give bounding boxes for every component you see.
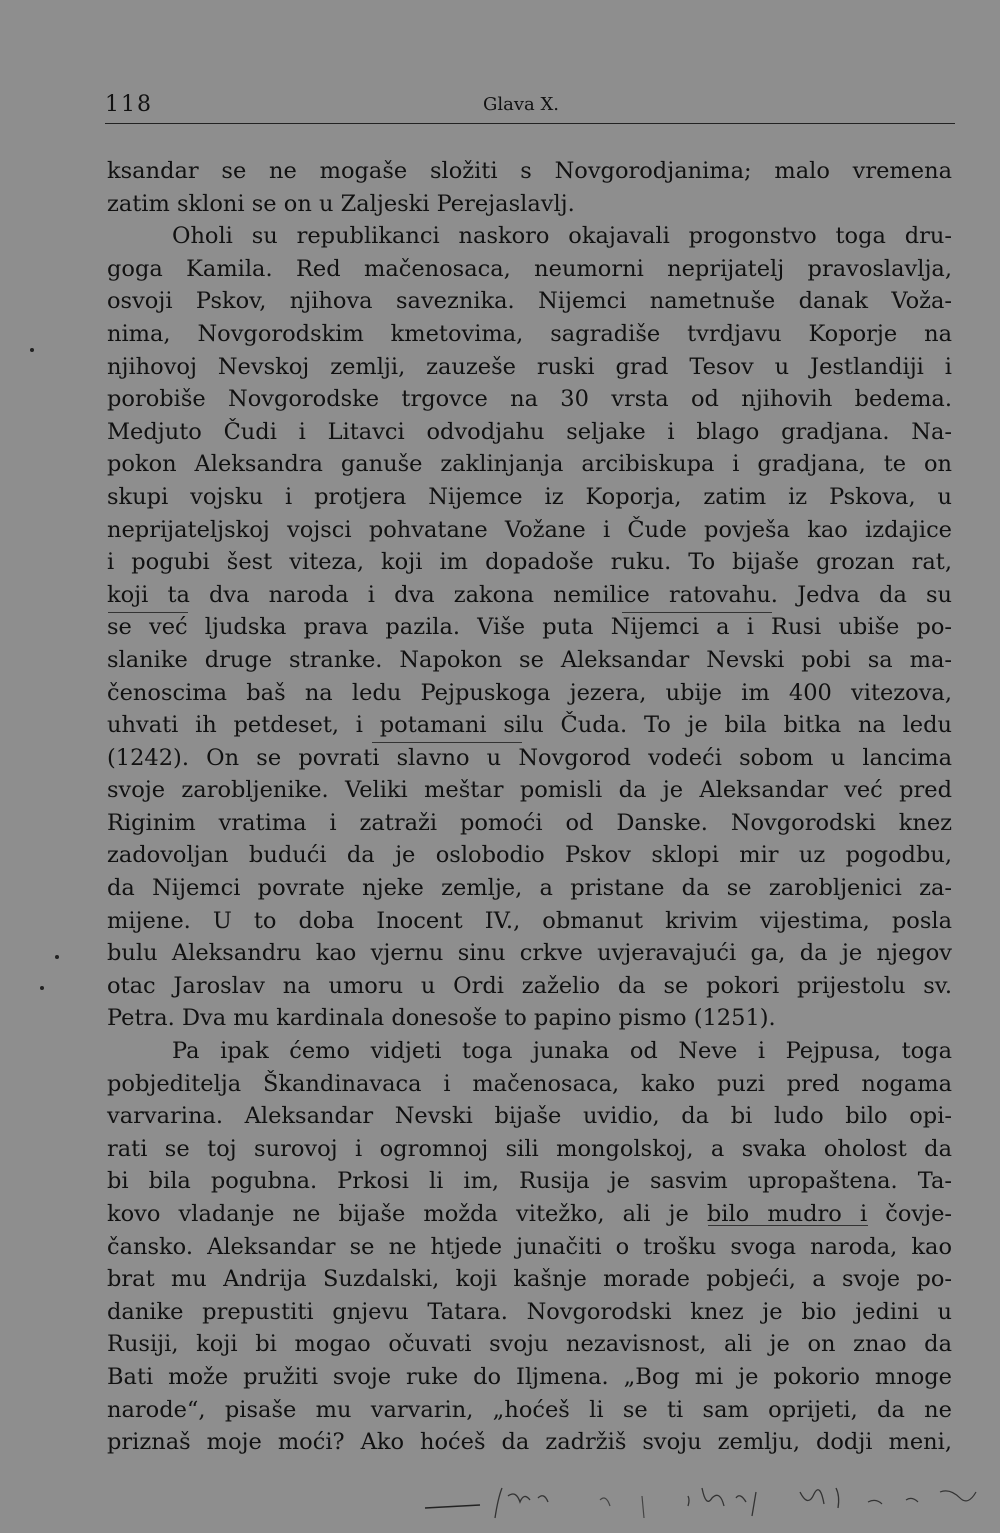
text-line: nima, Novgorodskim kmetovima, sagradiše tvrdjavu Koporje na [107,320,952,347]
text-line: da Nijemci povrate njeke zemlje, a pristane da se zarobljenici za- [107,875,952,902]
pencil-underline [372,742,522,743]
text-line: i pogubi šest viteza, koji im dopadoše ruku. To bijaše grozan rat, [107,549,952,576]
text-line: slanike druge stranke. Napokon se Aleksandar Nevski pobi sa ma- [107,646,952,673]
text-line: njihovoj Nevskoj zemlji, zauzeše ruski grad Tesov u Jestlandiji i [107,353,952,380]
text-line: Oholi su republikanci naskoro okajavali progonstvo toga dru- [172,223,952,250]
margin-mark [55,955,59,959]
text-line: rati se toj surovoj i ogromnoj sili mongolskoj, a svaka oholost da [107,1135,952,1162]
running-head: Glava X. [483,94,560,115]
text-line: neprijateljskoj vojsci pohvatane Vožane i Čude povješa kao izdajice [107,516,952,543]
text-line: brat mu Andrija Suzdalski, koji kašnje morade pobjeći, a svoje po- [107,1266,952,1293]
text-line: otac Jaroslav na umoru u Ordi zaželio da se pokori prijestolu sv. [107,972,952,999]
body-text [107,155,952,1459]
text-line: se već ljudska prava pazila. Više puta Nijemci a i Rusi ubiše po- [107,614,952,641]
text-line: koji ta dva naroda i dva zakona nemilice ratovahu. Jedva da su [107,581,952,608]
text-line: pobjeditelja Škandinavaca i mačenosaca, kako puzi pred nogama [107,1070,952,1097]
text-line: bi bila pogubna. Prkosi li im, Rusija je sasvim upropaštena. Ta- [107,1168,952,1195]
text-line: pokon Aleksandra ganuše zaklinjanja arcibiskupa i gradjana, te on [107,451,952,478]
text-line: varvarina. Aleksandar Nevski bijaše uvidio, da bi ludo bilo opi- [107,1103,952,1130]
header-rule [105,123,955,124]
handwritten-scribble [420,1478,980,1528]
text-line: zatim skloni se on u Zaljeski Perejaslavlj. [107,190,575,217]
text-line: uhvati ih petdeset, i potamani silu Čuda. To je bila bitka na ledu [107,712,952,739]
text-line: Riginim vratima i zatraži pomoći od Danske. Novgorodski knez [107,809,952,836]
text-line: skupi vojsku i protjera Nijemce iz Koporja, zatim iz Pskova, u [107,483,952,510]
page-header [105,92,955,124]
text-line: Petra. Dva mu kardinala donesoše to papino pismo (1251). [107,1005,776,1032]
pencil-underline [622,612,772,613]
text-line: svoje zarobljenike. Veliki meštar pomisli da je Aleksandar već pred [107,777,952,804]
text-line: Bati može pružiti svoje ruke do Iljmena. „Bog mi je pokorio mnoge [107,1363,952,1390]
text-line: Medjuto Čudi i Litavci odvodjahu seljake i blago gradjana. Na- [107,418,952,445]
pencil-underline [108,612,188,613]
text-line: zadovoljan budući da je oslobodio Pskov sklopi mir uz pogodbu, [107,842,952,869]
pencil-underline [708,1225,868,1226]
text-line: Pa ipak ćemo vidjeti toga junaka od Neve i Pejpusa, toga [172,1038,952,1065]
text-line: čenoscima baš na ledu Pejpuskoga jezera, ubije im 400 vitezova, [107,679,952,706]
page-number: 118 [105,92,153,117]
text-line: osvoji Pskov, njihova saveznika. Nijemci nametnuše danak Voža- [107,288,952,315]
text-line: mijene. U to doba Inocent IV., obmanut krivim vijestima, posla [107,907,952,934]
text-line: ksandar se ne mogaše složiti s Novgorodjanima; malo vremena [107,158,952,184]
text-line: bulu Aleksandru kao vjernu sinu crkve uvjeravajući ga, da je njegov [107,940,952,967]
text-line: porobiše Novgorodske trgovce na 30 vrsta od njihovih bedema. [107,386,952,413]
text-line: čansko. Aleksandar se ne htjede junačiti o trošku svoga naroda, kao [107,1233,952,1260]
margin-mark [40,986,44,990]
text-line: priznaš moje moći? Ako hoćeš da zadržiš svoju zemlju, dodji meni, [107,1429,952,1456]
text-line: narode“, pisaše mu varvarin, „hoćeš li se ti sam oprijeti, da ne [107,1396,952,1423]
text-line: goga Kamila. Red mačenosaca, neumorni neprijatelj pravoslavlja, [107,255,952,282]
text-line: Rusiji, koji bi mogao očuvati svoju nezavisnost, ali je on znao da [107,1331,952,1358]
text-line: (1242). On se povrati slavno u Novgorod vodeći sobom u lancima [107,744,952,771]
margin-mark [30,348,34,352]
text-line: danike prepustiti gnjevu Tatara. Novgorodski knez je bio jedini u [107,1298,952,1325]
text-line: kovo vladanje ne bijaše možda vitežko, ali je bilo mudro i čovje- [107,1201,952,1227]
